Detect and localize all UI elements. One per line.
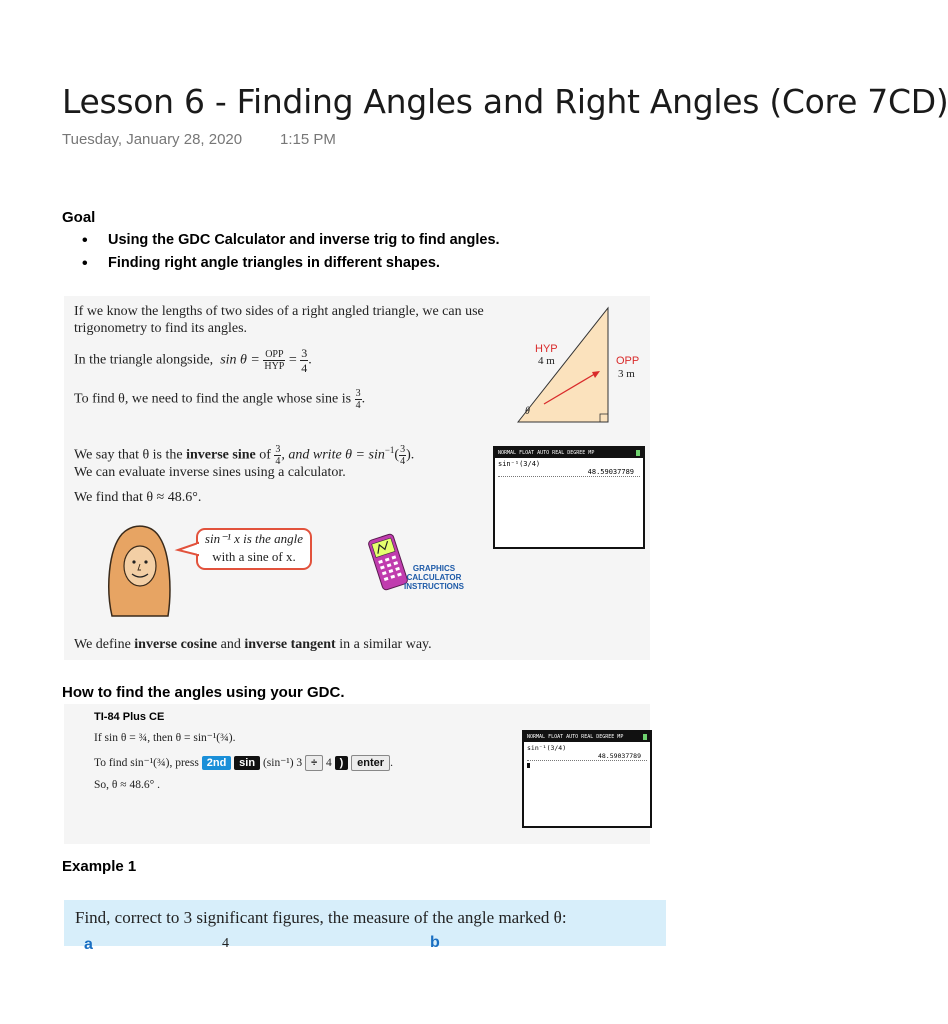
page-date: Tuesday, January 28, 2020 bbox=[62, 131, 243, 148]
hyp-label: HYP bbox=[535, 343, 558, 355]
intro-line-2: trigonometry to find its angles. bbox=[74, 321, 248, 336]
find-that-line: We find that θ ≈ 48.6°. bbox=[74, 490, 202, 505]
calc-result: 48.59037789 bbox=[527, 752, 647, 761]
hyp-value: 4 m bbox=[538, 355, 555, 367]
key-sin: sin bbox=[234, 756, 260, 770]
sine-definition: In the triangle alongside, sin θ = $\frac{\text{OPP}}{\text{HYP}}$ = $\frac{3}{4}$ . bbox=[74, 346, 312, 375]
goal-heading: Goal bbox=[62, 209, 96, 226]
key-close-paren: ) bbox=[335, 756, 349, 770]
calc-expression: sin⁻¹(3/4) bbox=[498, 460, 541, 468]
alongside-text: In the triangle alongside, bbox=[74, 352, 214, 368]
goal-bullet-list bbox=[80, 229, 500, 275]
sin-lhs: sin θ = bbox=[220, 352, 260, 368]
gdc-section-heading: How to find the angles using your GDC. bbox=[62, 684, 345, 701]
bubble-line-2: with a sine of x. bbox=[212, 549, 296, 564]
key-enter: enter bbox=[351, 755, 390, 771]
page-title: Lesson 6 - Finding Angles and Right Angles (Core 7CD) bbox=[62, 82, 948, 121]
inverse-sine-term: inverse sine bbox=[186, 447, 256, 463]
calculator-model: TI-84 Plus CE bbox=[94, 711, 165, 723]
find-theta-line: To find θ, we need to find the angle whose sine is $\frac{3}{4}$ . bbox=[74, 388, 366, 411]
goal-bullet: • Using the GDC Calculator and inverse trig to find angles. bbox=[80, 229, 500, 252]
key-2nd: 2nd bbox=[202, 756, 232, 770]
example-heading: Example 1 bbox=[62, 858, 137, 875]
calc-expression: sin⁻¹(3/4) bbox=[527, 744, 567, 752]
evaluate-line: We can evaluate inverse sines using a calculator. bbox=[74, 465, 346, 480]
bubble-line-1: sin⁻¹ x is the angle bbox=[204, 531, 304, 546]
so-line: So, θ ≈ 48.6° . bbox=[94, 779, 160, 791]
define-line: We define inverse cosine and inverse tangent in a similar way. bbox=[74, 637, 432, 652]
intro-line-1: If we know the lengths of two sides of a right angled triangle, we can use bbox=[74, 304, 484, 319]
example-part-b: b bbox=[430, 934, 440, 951]
example-part-a: a bbox=[84, 936, 93, 953]
right-triangle-figure bbox=[508, 300, 648, 428]
opp-label: OPP bbox=[616, 355, 640, 367]
inverse-cosine-term: inverse cosine bbox=[134, 637, 218, 652]
key-sequence-line: To find sin⁻¹(¾), press 2nd sin (sin⁻¹) 3 ÷ 4 ) enter . bbox=[94, 757, 393, 770]
calculator-screen-2 bbox=[522, 730, 652, 828]
if-sin-line: If sin θ = ¾, then θ = sin⁻¹(¾). bbox=[94, 732, 236, 744]
bubble-tail bbox=[178, 542, 200, 556]
opp-hyp-fraction: $\frac{\text{OPP}}{\text{HYP}}$ bbox=[264, 349, 285, 372]
cartoon-character-illustration bbox=[100, 520, 180, 616]
calc-cursor bbox=[527, 763, 530, 768]
inverse-sine-line: We say that θ is the inverse sine of $\frac{3}{4}$ , and write $\theta = \sin^{-1}$( $\frac{3}{4}$ ). bbox=[74, 444, 415, 467]
page-time: 1:15 PM bbox=[280, 131, 336, 148]
theta-label: θ bbox=[525, 406, 530, 417]
calculator-screen-1 bbox=[493, 446, 645, 549]
calc-status-bar: NORMAL FLOAT AUTO REAL DEGREE MP bbox=[495, 448, 643, 458]
battery-icon bbox=[643, 734, 647, 740]
key-divide: ÷ bbox=[305, 755, 323, 771]
goal-bullet: • Finding right angle triangles in different shapes. bbox=[80, 252, 500, 275]
three-fourths-fraction: $\frac{3}{4}$ bbox=[355, 388, 361, 411]
example-cut-value: 4 bbox=[222, 936, 229, 951]
opp-value: 3 m bbox=[618, 368, 635, 380]
speech-bubble bbox=[196, 528, 312, 570]
gdc-instructions-badge: GRAPHICS CALCULATOR INSTRUCTIONS bbox=[404, 564, 464, 591]
calc-status-bar: NORMAL FLOAT AUTO REAL DEGREE MP bbox=[524, 732, 650, 742]
three-fourths-fraction: $\frac{3}{4}$ bbox=[301, 346, 308, 375]
example-box bbox=[64, 900, 666, 953]
inverse-tangent-term: inverse tangent bbox=[244, 637, 336, 652]
example-prompt: Find, correct to 3 significant figures, the measure of the angle marked θ: bbox=[75, 908, 567, 927]
battery-icon bbox=[636, 450, 640, 456]
calc-result: 48.59037789 bbox=[498, 468, 640, 477]
